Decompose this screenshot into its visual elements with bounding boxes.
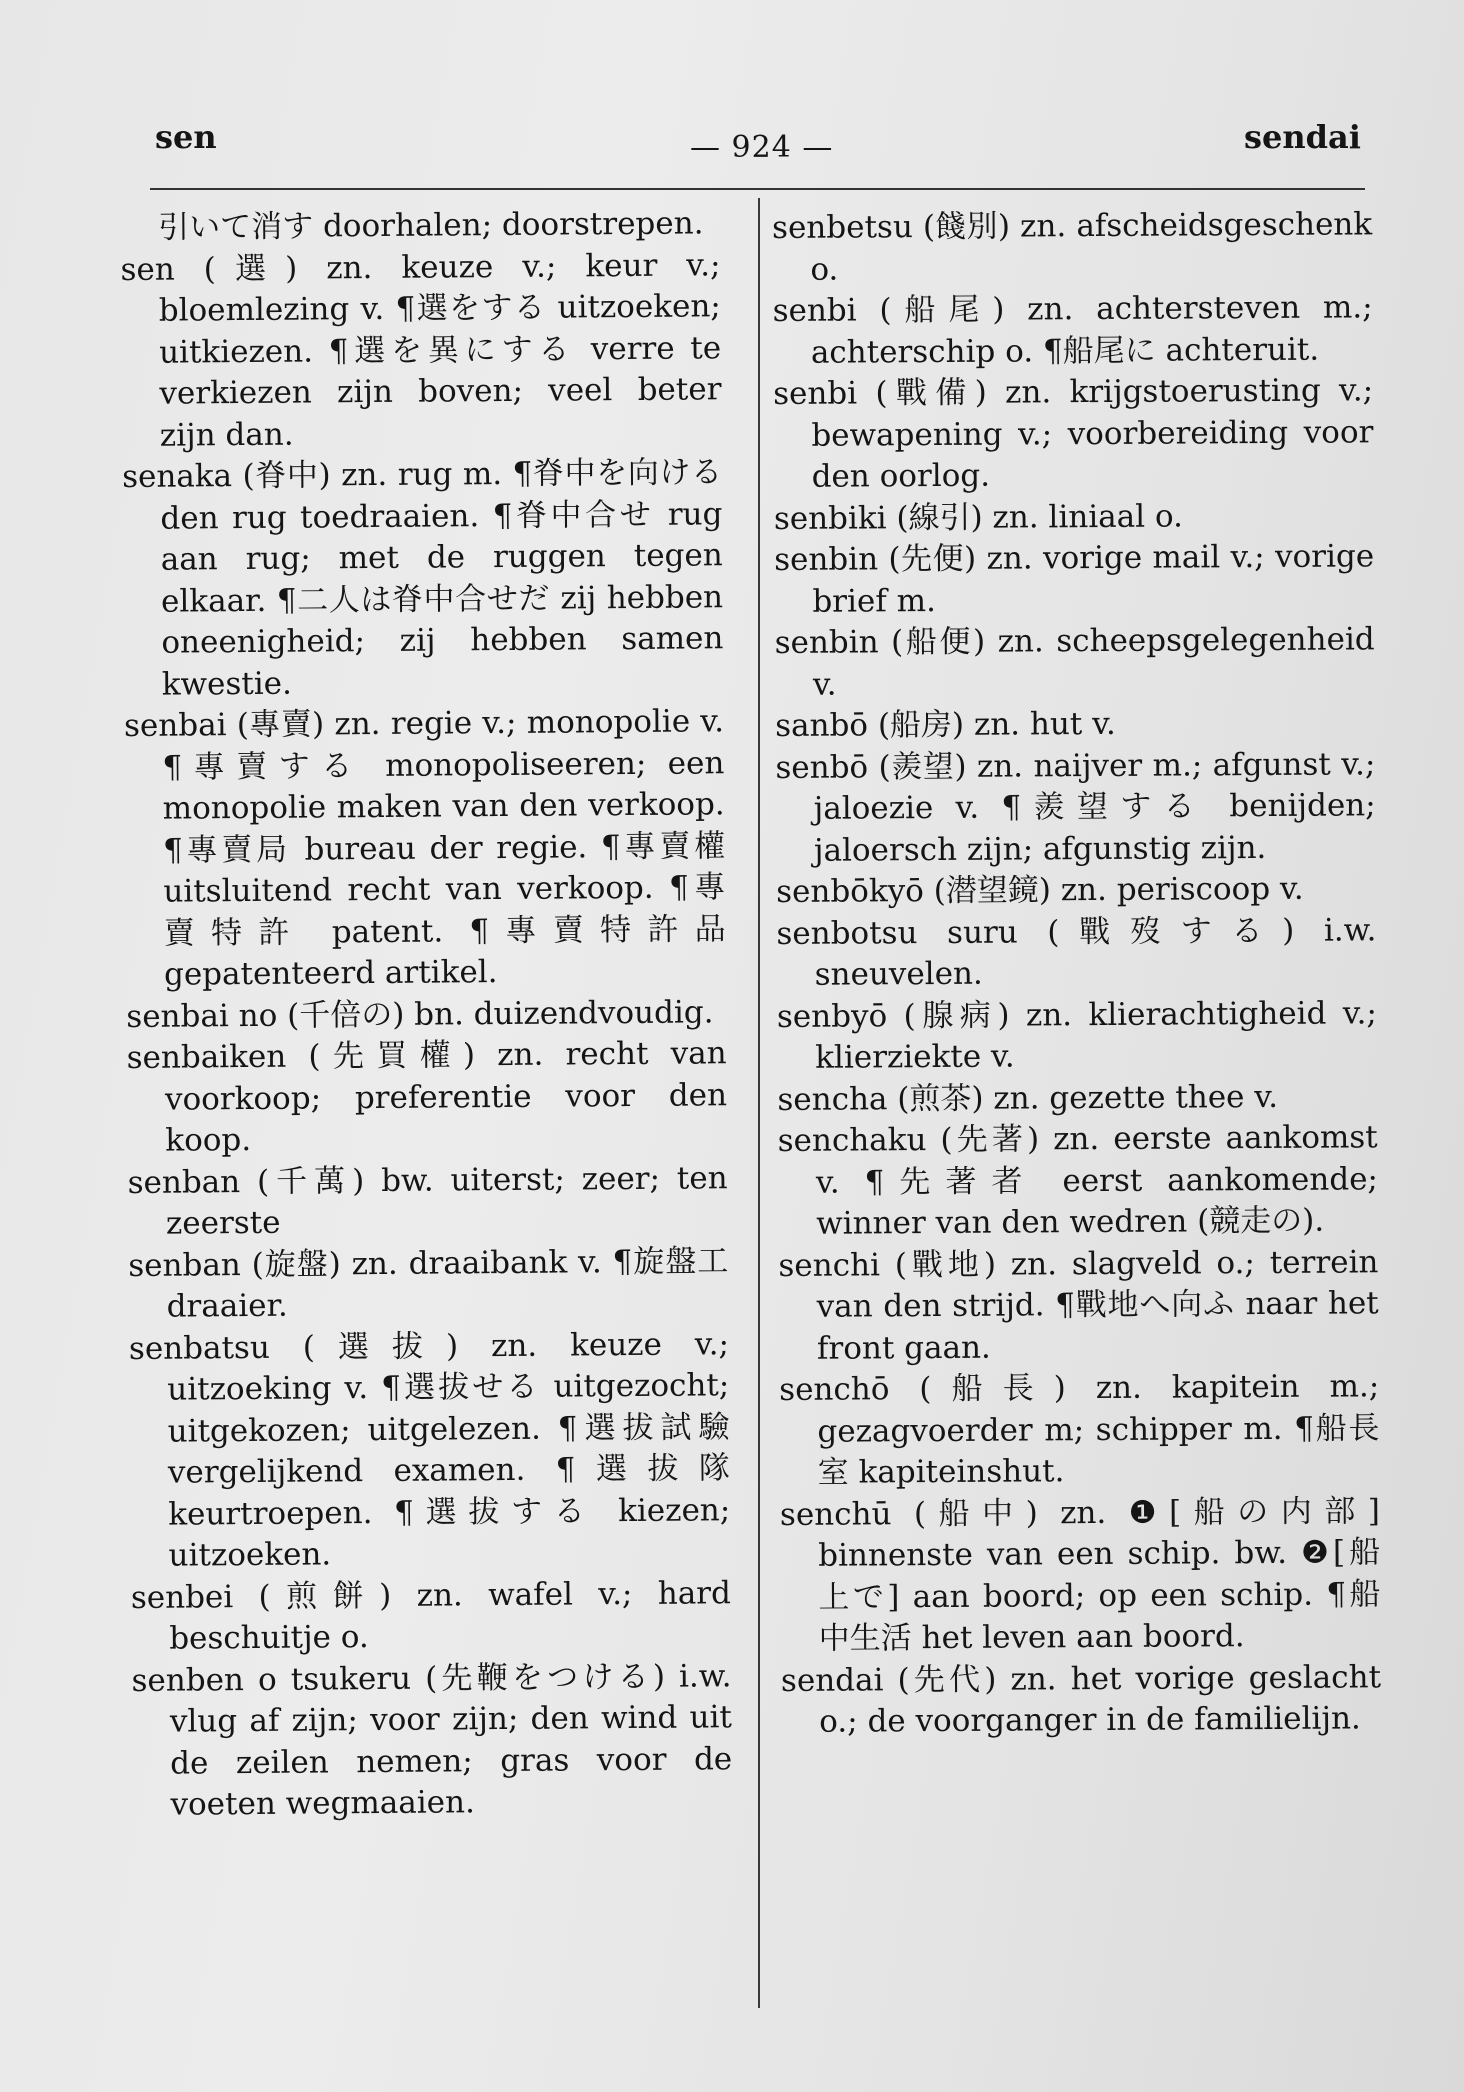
dictionary-entry: senbai (專賣) zn. regie v.; monopolie v. ¶專賣する monopoliseeren; een monopolie maken van den verkoop. ¶專賣局 bureau der regie. ¶專賣權 uitsluitend recht van verkoop. ¶專賣特許 patent. ¶專賣特許品 gepatenteerd artikel. [123, 703, 726, 993]
dictionary-entry: sendai (先代) zn. het vorige geslacht o.; de voorganger in de familielijn. [780, 1658, 1382, 1740]
column-divider [758, 198, 760, 2008]
running-head-right: sendai [1244, 118, 1361, 156]
dictionary-entry: senbatsu (選拔) zn. keuze v.; uitzoeking v. ¶選拔せる uitgezocht; uitgekozen; uitgelezen. ¶選拔試驗 vergelijkend examen. ¶選拔隊 keurtroepen. ¶選拔する kiezen; uitzoeken. [128, 1325, 731, 1574]
dictionary-entry: senbiki (線引) zn. liniaal o. [773, 497, 1183, 537]
dictionary-entry: senbotsu suru (戰歿する) i.w. sneuvelen. [776, 911, 1377, 993]
dictionary-entry: senbōkyō (潜望鏡) zn. periscoop v. [776, 870, 1304, 910]
dictionary-entry: senben o tsukeru (先鞭をつける) i.w. vlug af zijn; voor zijn; den wind uit de zeilen nemen; gras voor de voeten wegmaaien. [131, 1657, 733, 1823]
left-column [120, 203, 733, 1826]
dictionary-entry: senbi (戰備) zn. krijgstoerusting v.; bewapening v.; voorbereiding voor den oorlog. [773, 372, 1374, 495]
dictionary-entry: senchi (戰地) zn. slagveld o.; terrein van den strijd. ¶戰地へ向ふ naar het front gaan. [778, 1243, 1379, 1367]
dictionary-entry: senaka (脊中) zn. rug m. ¶脊中を向ける den rug toedraaien. ¶脊中合せ rug aan rug; met de ruggen tegen elkaar. ¶二人は脊中合せだ zij hebben oneenigheid; zij hebben samen kwestie. [121, 454, 724, 703]
page-number: — 924 — [690, 130, 834, 165]
dictionary-entry: senbetsu (餞別) zn. afscheidsgeschenk o. [772, 206, 1373, 288]
dictionary-entry: sanbō (船房) zn. hut v. [775, 705, 1116, 744]
dictionary-entry: senbi (船尾) zn. achtersteven m.; achterschip o. ¶船尾に achteruit. [772, 289, 1373, 371]
dictionary-entry: senbai no (千倍の) bn. duizendvoudig. [126, 993, 714, 1035]
dictionary-entry: senchō (船長) zn. kapitein m.; gezagvoerder m; schipper m. ¶船長室 kapiteinshut. [779, 1368, 1380, 1491]
dictionary-entry: sen (選) zn. keuze v.; keur v.; bloemlezing v. ¶選をする uitzoeken; uitkiezen. ¶選を異にする verre te verkiezen zijn boven; veel beter zijn dan. [120, 246, 722, 454]
dictionary-entry: senbei (煎餅) zn. wafel v.; hard beschuitje o. [130, 1574, 732, 1657]
dictionary-entry: sencha (煎茶) zn. gezette thee v. [777, 1078, 1279, 1118]
header-rule [150, 188, 1365, 190]
dictionary-entry: senbin (先便) zn. vorige mail v.; vorige brief m. [774, 538, 1375, 620]
dictionary-entry: 引いて消す doorhalen; doorstrepen. [158, 205, 704, 246]
dictionary-entry: senchū (船中) zn. ❶[船の内部] binnenste van een schip. bw. ❷[船上で] aan boord; op een schip. ¶船中生活 het leven aan boord. [779, 1492, 1381, 1657]
right-column [772, 204, 1381, 1743]
dictionary-entry: senban (旋盤) zn. draaibank v. ¶旋盤工 draaier. [128, 1242, 729, 1325]
dictionary-entry: senbin (船便) zn. scheepsgelegenheid v. [774, 621, 1375, 703]
dictionary-entry: senbyō (腺病) zn. klierachtigheid v.; klierziekte v. [776, 994, 1378, 1076]
running-head-left: sen [155, 118, 217, 156]
dictionary-entry: senbaiken (先買權) zn. recht van voorkoop; preferentie voor den koop. [126, 1035, 728, 1159]
dictionary-entry: senchaku (先著) zn. eerste aankomst v. ¶先著者 eerst aankomende; winner van den wedren (競走の). [777, 1119, 1379, 1242]
dictionary-entry: senban (千萬) bw. uiterst; zeer; ten zeerste [127, 1159, 728, 1242]
dictionary-entry: senbō (羨望) zn. naijver m.; afgunst v.; jaloezie v. ¶羨望する benijden; jaloersch zijn; afgunstig zijn. [775, 745, 1376, 869]
